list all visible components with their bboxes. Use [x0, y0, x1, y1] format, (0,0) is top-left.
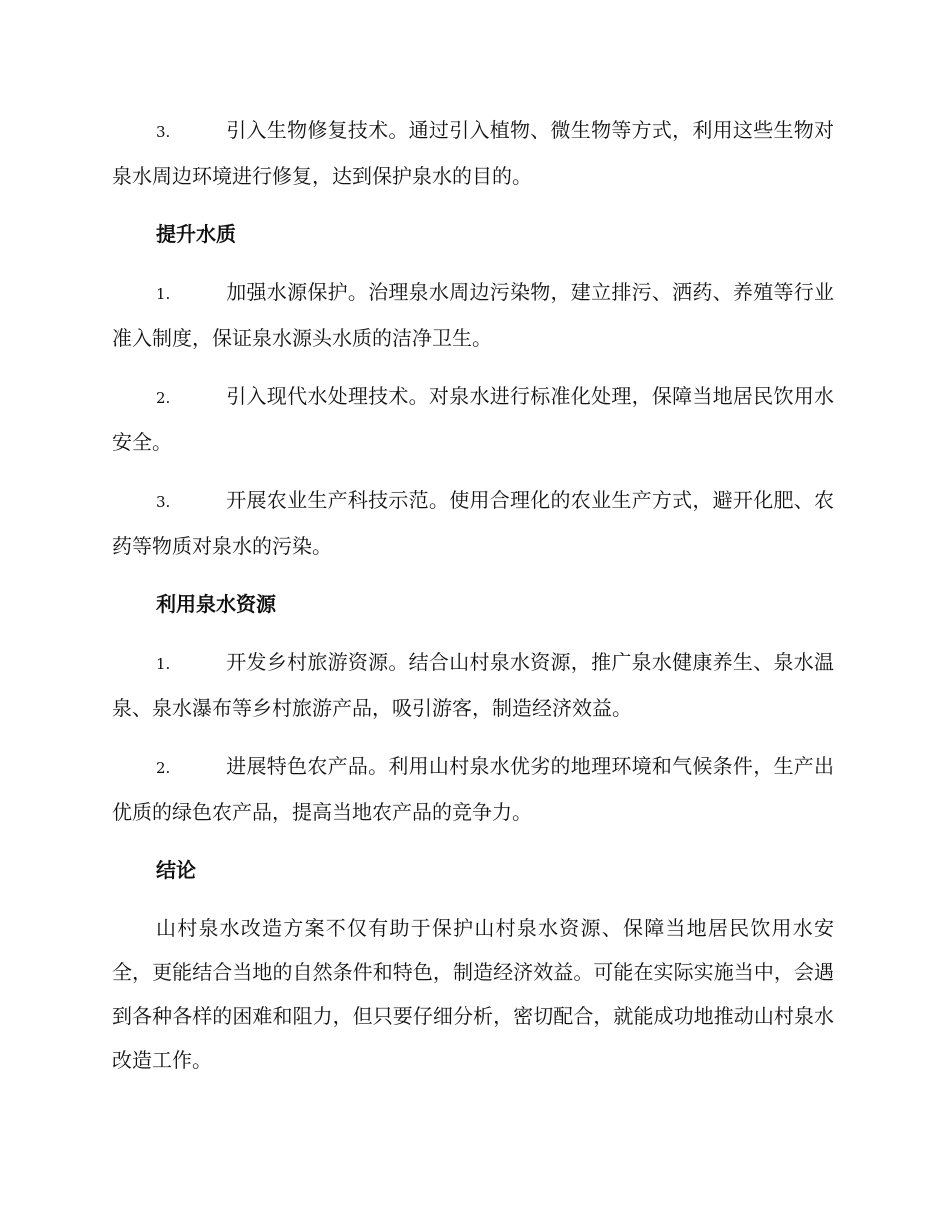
list-text: 开展农业生产科技示范。使用合理化的农业生产方式，避开化肥、农药等物质对泉水的污染。 — [112, 488, 834, 558]
list-number: 2. — [156, 389, 171, 407]
list-number: 3. — [156, 123, 171, 141]
list-text: 开发乡村旅游资源。结合山村泉水资源，推广泉水健康养生、泉水温泉、泉水瀑布等乡村旅游产品，吸引游客，制造经济效益。 — [112, 650, 834, 720]
list-item — [112, 478, 834, 568]
list-text: 进展特色农产品。利用山村泉水优劣的地理环境和气候条件，生产出优质的绿色农产品，提高当地农产品的竞争力。 — [112, 754, 834, 824]
list-number: 1. — [156, 655, 171, 673]
list-number: 2. — [156, 759, 171, 777]
document-page — [112, 108, 834, 1082]
conclusion-paragraph: 山村泉水改造方案不仅有助于保护山村泉水资源、保障当地居民饮用水安全，更能结合当地的自然条件和特色，制造经济效益。可能在实际实施当中，会遇到各种各样的困难和阻力，但只要仔细分析，密切配合，就能成功地推动山村泉水改造工作。 — [112, 916, 834, 1072]
list-item — [112, 640, 834, 730]
list-item — [112, 108, 834, 198]
section-heading-quality: 提升水质 — [156, 222, 236, 246]
list-text: 引入生物修复技术。通过引入植物、微生物等方式，利用这些生物对泉水周边环境进行修复，达到保护泉水的目的。 — [112, 118, 834, 188]
list-item — [112, 374, 834, 464]
list-number: 1. — [156, 285, 171, 303]
section-heading-use: 利用泉水资源 — [156, 592, 276, 616]
list-text: 加强水源保护。治理泉水周边污染物，建立排污、洒药、养殖等行业准入制度，保证泉水源头水质的洁净卫生。 — [112, 280, 834, 350]
list-item — [112, 744, 834, 834]
section-heading-conclusion: 结论 — [156, 858, 196, 882]
list-item — [112, 270, 834, 360]
list-text: 引入现代水处理技术。对泉水进行标准化处理，保障当地居民饮用水安全。 — [112, 384, 834, 454]
list-number: 3. — [156, 493, 171, 511]
